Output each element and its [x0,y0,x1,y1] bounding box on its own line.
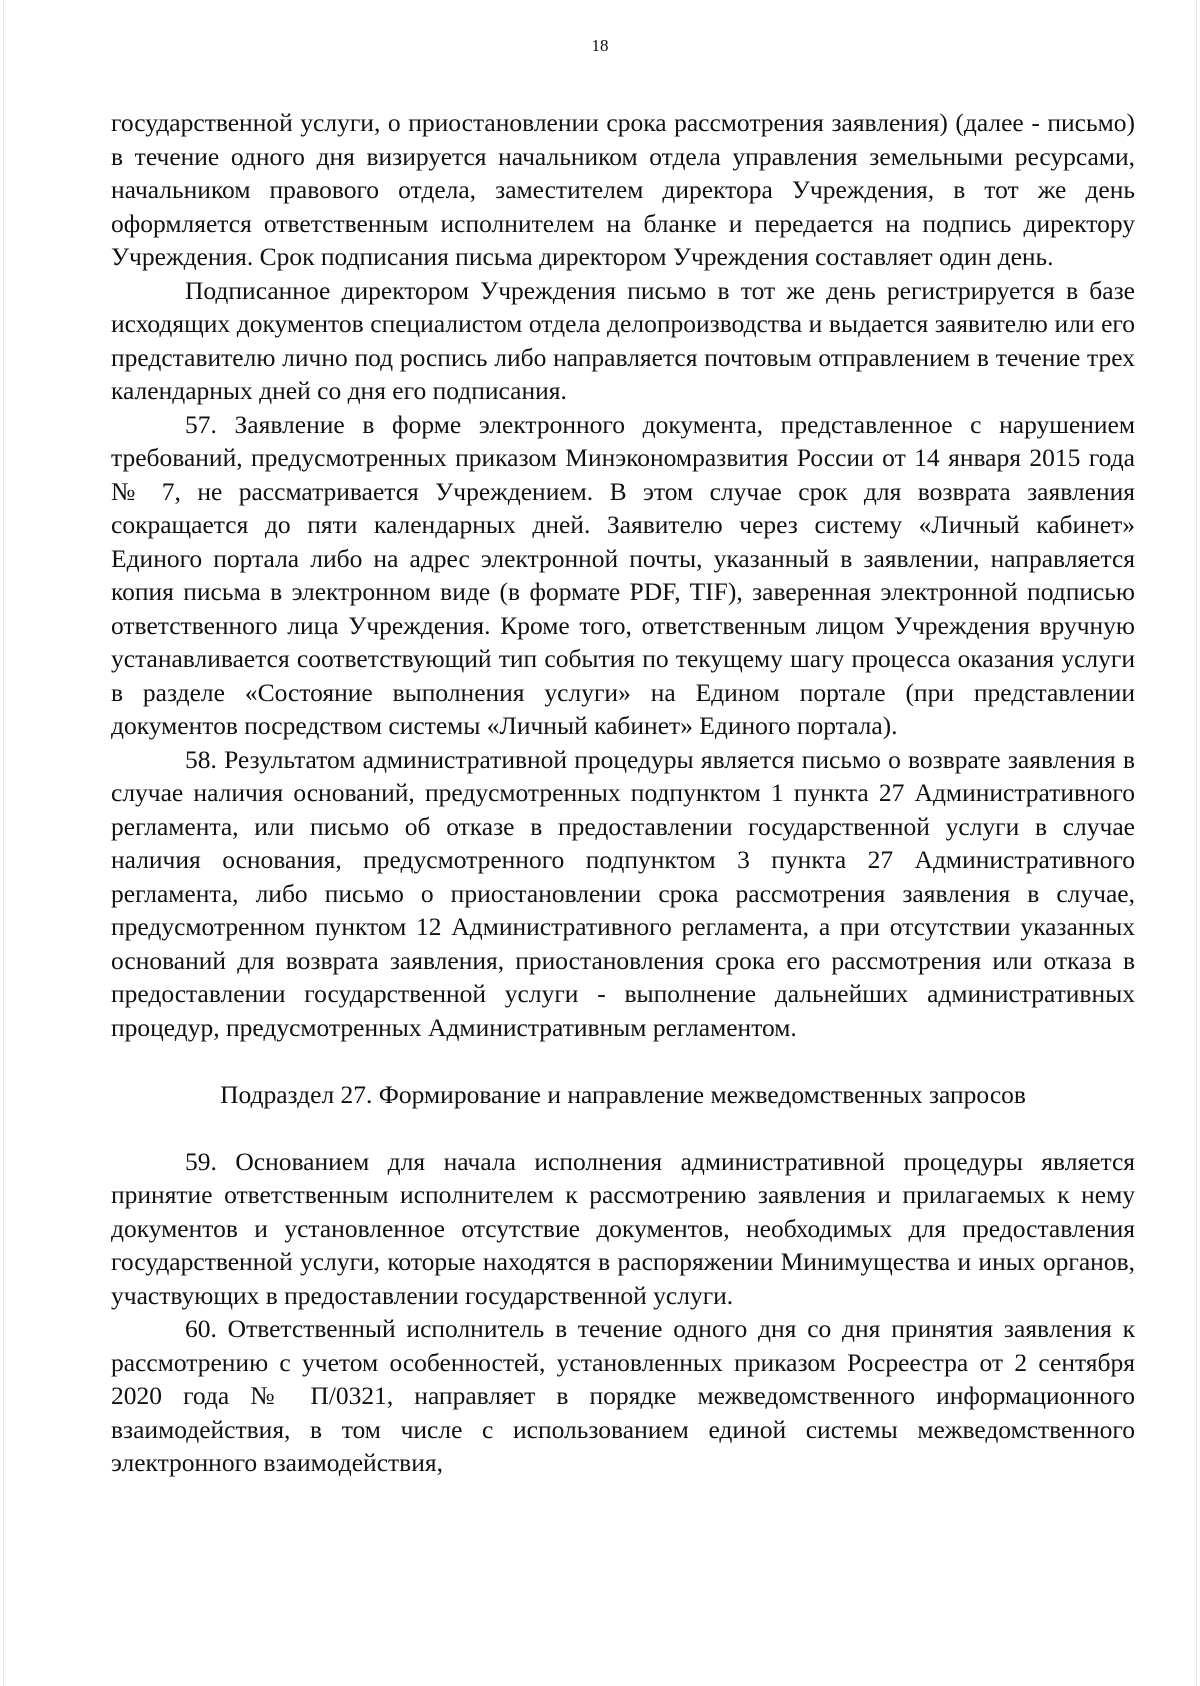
paragraph-signed-letter: Подписанное директором Учреждения письмо в тот же день регистрируется в базе исходящих документов специалистом отдела делопроизводства и выдается заявителю или его представителю лично под роспись либо направляется почтовым отправлением в течение трех календарных дней со дня его подписания. [111,275,1135,405]
subsection-heading: Подраздел 27. Формирование и направление межведомственных запросов [220,1080,1026,1109]
paragraph-58: 58. Результатом административной процедуры является письмо о возврате заявления в случае наличия оснований, предусмотренных подпунктом 1 пункта 27 Административного регламента, или письмо об отказе в предоставлении государственной услуги в случае наличия основания, предусмотренного подпунктом 3 пункта 27 Административного регламента, либо письмо о приостановлении срока рассмотрения заявления в случае, предусмотренном пунктом 12 Административного регламента, а при отсутствии указанных оснований для возврата заявления, приостановления срока его рассмотрения или отказа в предоставлении государственной услуги - выполнение дальнейших административных процедур, предусмотренных Административным регламентом. [111,744,1135,1042]
page-number: 18 [591,36,609,55]
paragraph-60: 60. Ответственный исполнитель в течение одного дня со дня принятия заявления к рассмотрению с учетом особенностей, установленных приказом Росреестра от 2 сентября 2020 года № П/0321, направляет в порядке межведомственного информационного взаимодействия, в том числе с использованием единой системы межведомственного электронного взаимодействия, [111,1314,1135,1477]
scan-edge-right [1196,0,1197,1686]
paragraph-57: 57. Заявление в форме электронного документа, представленное с нарушением требований, предусмотренных приказом Минэкономразвития России от 14 января 2015 года № 7, не рассматривается Учреждением. В этом случае срок для возврата заявления сокращается до пяти календарных дней. Заявителю через систему «Личный кабинет» Единого портала либо на адрес электронной почты, указанный в заявлении, направляется копия письма в электронном виде (в формате PDF, TIF), заверенная электронной подписью ответственного лица Учреждения. Кроме того, ответственным лицом Учреждения вручную устанавливается соответствующий тип события по текущему шагу процесса оказания услуги в разделе «Состояние выполнения услуги» на Едином портале (при представлении документов посредством системы «Личный кабинет» Единого портала). [111,409,1135,740]
scan-edge-left [3,0,4,1686]
paragraph-59: 59. Основанием для начала исполнения административной процедуры является принятие ответственным исполнителем к рассмотрению заявления и прилагаемых к нему документов и установленное отсутствие документов, необходимых для предоставления государственной услуги, которые находятся в распоряжении Минимущества и иных органов, участвующих в предоставлении государственной услуги. [111,1146,1135,1310]
paragraph-continuation: государственной услуги, о приостановлении срока рассмотрения заявления) (далее - письмо) в течение одного дня визируется начальником отдела управления земельными ресурсами, начальником правового отдела, заместителем директора Учреждения, в тот же день оформляется ответственным исполнителем на бланке и передается на подпись директору Учреждения. Срок подписания письма директором Учреждения составляет один день. [111,108,1135,271]
document-body [111,106,1135,1480]
